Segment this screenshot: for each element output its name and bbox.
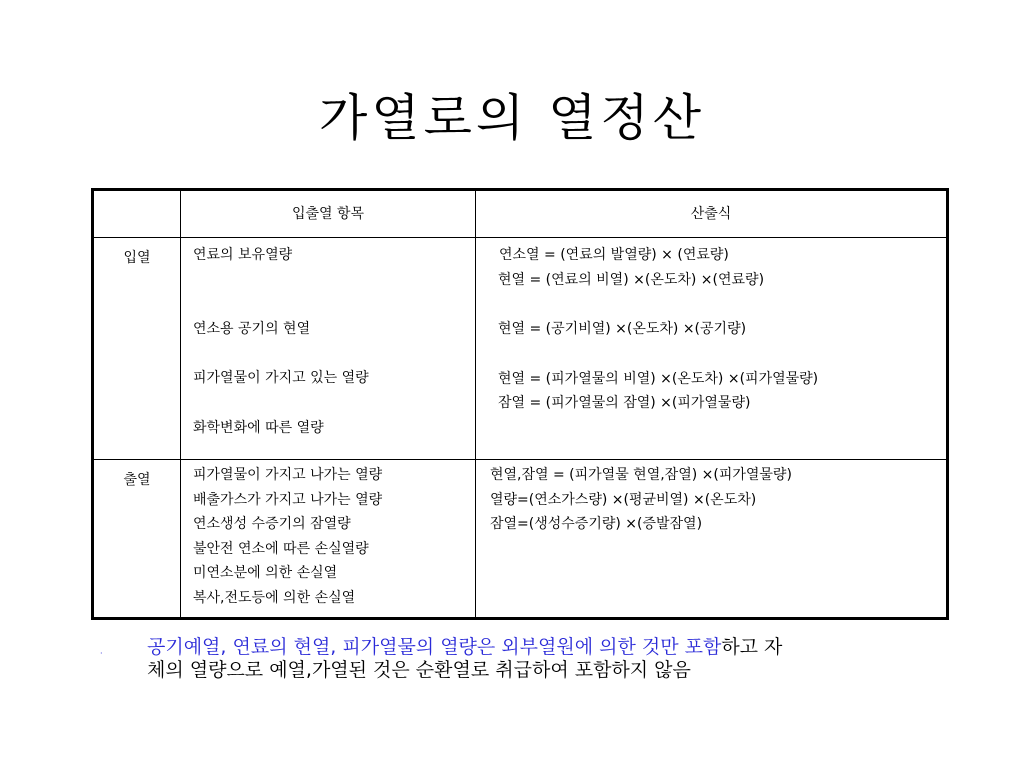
input-item: 연소용 공기의 현열: [193, 320, 311, 337]
output-item: 배출가스가 가지고 나가는 열량: [193, 491, 383, 508]
input-label: 입열: [123, 250, 151, 266]
output-label: 출열: [123, 472, 151, 488]
output-item: 연소생성 수증기의 잠열량: [193, 516, 351, 532]
header-formula-label: 산출식: [690, 206, 732, 222]
output-items-cell: [181, 460, 476, 619]
header-formula-cell: [476, 190, 948, 238]
input-formula-cell: [476, 238, 948, 460]
header-items-cell: [181, 190, 476, 238]
output-item: 불안전 연소에 따른 손실열량: [193, 540, 369, 557]
input-item: 연료의 보유열량: [193, 247, 293, 263]
input-items-cell: [181, 238, 476, 460]
table-header-row: [93, 190, 948, 238]
footnote-text-line2: 체의 열량으로 예열,가열된 것은 순환열로 취급하여 포함하지 않음: [147, 659, 691, 681]
input-label-cell: [93, 238, 181, 460]
footnote-text: 하고 자: [721, 636, 783, 658]
output-formula-cell: [476, 460, 948, 619]
heat-balance-table: [91, 188, 949, 620]
output-label-cell: [93, 460, 181, 619]
table-row-input: [93, 238, 948, 460]
table-row-output: [93, 460, 948, 619]
input-item: 화학변화에 따른 열량: [193, 419, 324, 436]
input-formula: 현열 = (공기비열) ×(온도차) ×(공기량): [498, 321, 747, 337]
slide-title: 가열로의 열정산: [319, 89, 705, 147]
output-item: 미연소분에 의한 손실열: [193, 565, 338, 581]
output-formula: 열량=(연소가스량) ×(평균비열) ×(온도차): [490, 491, 757, 508]
bullet-icon: ·: [100, 649, 103, 658]
footnote: [100, 636, 930, 682]
output-item: 피가열물이 가지고 나가는 열량: [193, 467, 383, 483]
output-formula: 잠열=(생성수증기량) ×(증발잠열): [490, 516, 703, 532]
header-blank-cell: [93, 190, 181, 238]
input-formula: 현열 = (연료의 비열) ×(온도차) ×(연료량): [498, 271, 765, 288]
header-items-label: 입출열 항목: [291, 206, 365, 222]
footnote-highlight: 공기예열, 연료의 현열, 피가열물의 열량은 외부열원에 의한 것만 포함: [147, 636, 722, 658]
input-formula: 현열 = (피가열물의 비열) ×(온도차) ×(피가열물량): [498, 370, 819, 387]
input-formula: 연소열 = (연료의 발열량) × (연료량): [499, 247, 729, 263]
input-formula: 잠열 = (피가열물의 잠열) ×(피가열물량): [498, 395, 751, 411]
output-formula: 현열,잠열 = (피가열물 현열,잠열) ×(피가열물량): [490, 467, 792, 483]
input-item: 피가열물이 가지고 있는 열량: [193, 370, 369, 386]
output-item: 복사,전도등에 의한 손실열: [193, 589, 356, 606]
